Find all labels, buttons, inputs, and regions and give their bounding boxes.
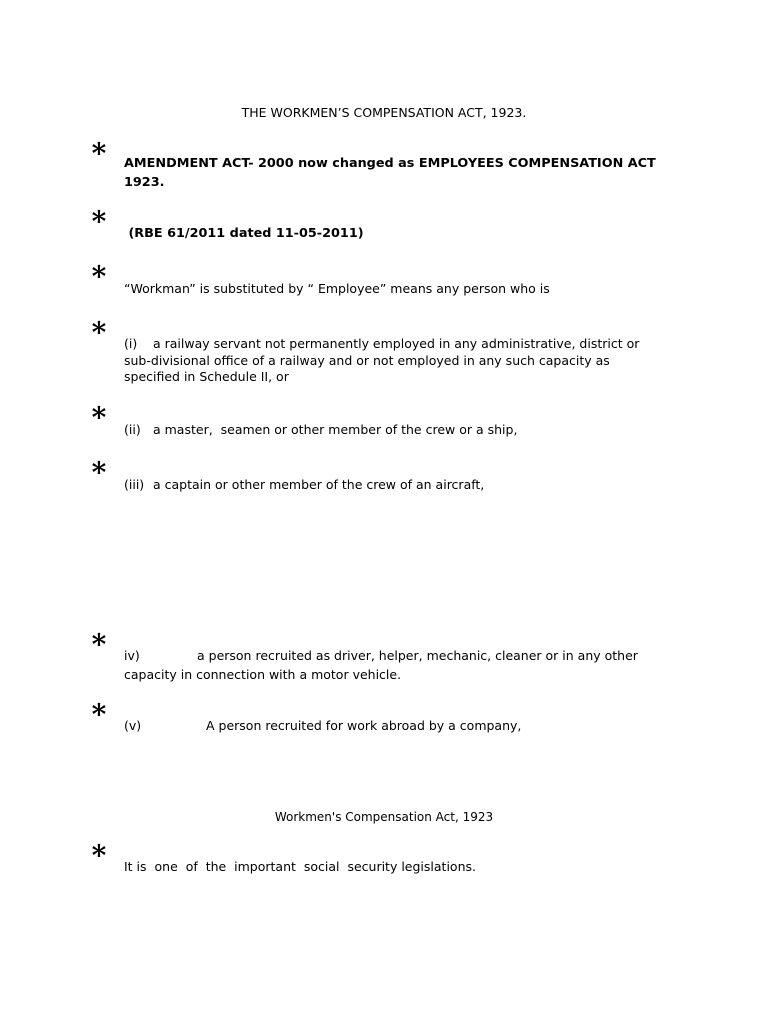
list-item-text: a master, seamen or other member of the crew or a ship, [153,422,518,437]
bullet-asterisk-icon: * [91,698,107,731]
list-item-text: A person recruited for work abroad by a company, [206,718,522,733]
list-item-v [124,718,684,736]
list-item-i [124,336,669,386]
bullet-asterisk-icon: * [91,456,107,489]
list-item-text: a person recruited as driver, helper, mechanic, cleaner or in any other [197,648,638,663]
list-item-workman-definition: “Workman” is substituted by “ Employee” means any person who is [124,281,550,296]
list-item-label: (ii) [124,422,141,437]
list-item-social-security: It is one of the important social security legislations. [124,859,476,874]
list-item-iii [124,477,684,494]
bullet-asterisk-icon: * [91,205,107,238]
bullet-asterisk-icon: * [91,137,107,170]
bullet-asterisk-icon: * [91,628,107,661]
list-item-text: a captain or other member of the crew of an aircraft, [153,477,485,492]
list-item-label: (v) [124,718,142,733]
bullet-asterisk-icon: * [91,839,107,872]
bullet-asterisk-icon: * [91,316,107,349]
list-item-iv [124,648,684,684]
document-title: THE WORKMEN’S COMPENSATION ACT, 1923. [241,105,527,120]
list-item-amendment: AMENDMENT ACT- 2000 now changed as EMPLOYEES COMPENSATION ACT 1923. [124,156,656,190]
list-item-label: (i) [124,336,138,351]
list-item-label: iv) [124,648,140,663]
list-item-text-continued: capacity in connection with a motor vehicle. [124,667,402,682]
list-item-label: (iii) [124,477,145,492]
bullet-asterisk-icon: * [91,260,107,293]
document-subtitle: Workmen's Compensation Act, 1923 [274,810,494,824]
list-item-text: a railway servant not permanently employed in any administrative, district or sub-divisional office of a railway and or not employed in any such capacity as specified in Schedule II, or [124,336,640,384]
list-item-ii [124,422,684,439]
list-item-rbe-reference: (RBE 61/2011 dated 11-05-2011) [124,226,364,241]
bullet-asterisk-icon: * [91,401,107,434]
